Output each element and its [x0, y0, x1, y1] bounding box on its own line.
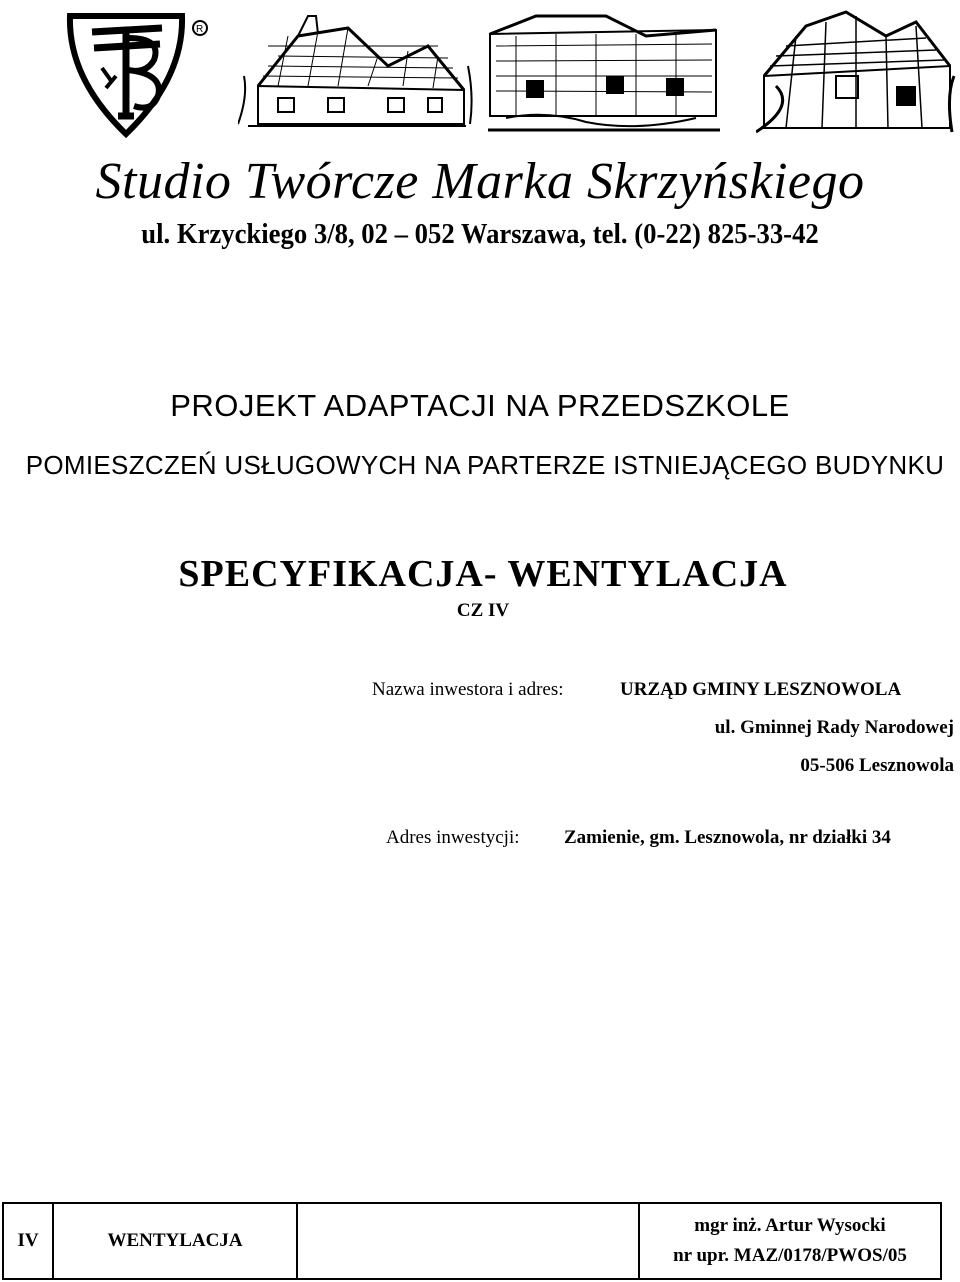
title-block-empty-cell	[297, 1203, 639, 1279]
title-block-author: mgr inż. Artur Wysocki	[694, 1215, 886, 1236]
house-sketch-icon	[486, 6, 722, 136]
house-sketch-icon	[238, 6, 476, 136]
title-block-author-cell	[639, 1203, 941, 1279]
document-title: SPECYFIKACJA- WENTYLACJA	[178, 553, 788, 595]
svg-text:R: R	[196, 24, 204, 35]
title-block-trade: WENTYLACJA	[53, 1203, 297, 1279]
investor-street: ul. Gminnej Rady Narodowej	[714, 717, 954, 738]
studio-name: Studio Twórcze Marka Skrzyńskiego	[95, 153, 865, 210]
investor-name: URZĄD GMINY LESZNOWOLA	[620, 679, 902, 700]
title-block-license: nr upr. MAZ/0178/PWOS/05	[673, 1245, 907, 1266]
investor-city: 05-506 Lesznowola	[800, 755, 954, 776]
project-title-line1: PROJEKT ADAPTACJI NA PRZEDSZKOLE	[170, 388, 790, 423]
title-block-part: IV	[3, 1203, 53, 1279]
studio-address: ul. Krzyckiego 3/8, 02 – 052 Warszawa, tel. (0-22) 825-33-42	[141, 218, 819, 250]
document-part: CZ IV	[456, 600, 510, 621]
project-title-line2: POMIESZCZEŃ USŁUGOWYCH NA PARTERZE ISTNIEJĄCEGO BUDYNKU	[25, 450, 945, 480]
house-sketch-icon	[756, 6, 956, 136]
studio-logo-icon	[62, 8, 212, 138]
investor-label: Nazwa inwestora i adres:	[372, 679, 564, 700]
title-block	[2, 1202, 942, 1280]
site-address: Zamienie, gm. Lesznowola, nr działki 34	[564, 827, 891, 848]
site-label: Adres inwestycji:	[386, 827, 520, 848]
